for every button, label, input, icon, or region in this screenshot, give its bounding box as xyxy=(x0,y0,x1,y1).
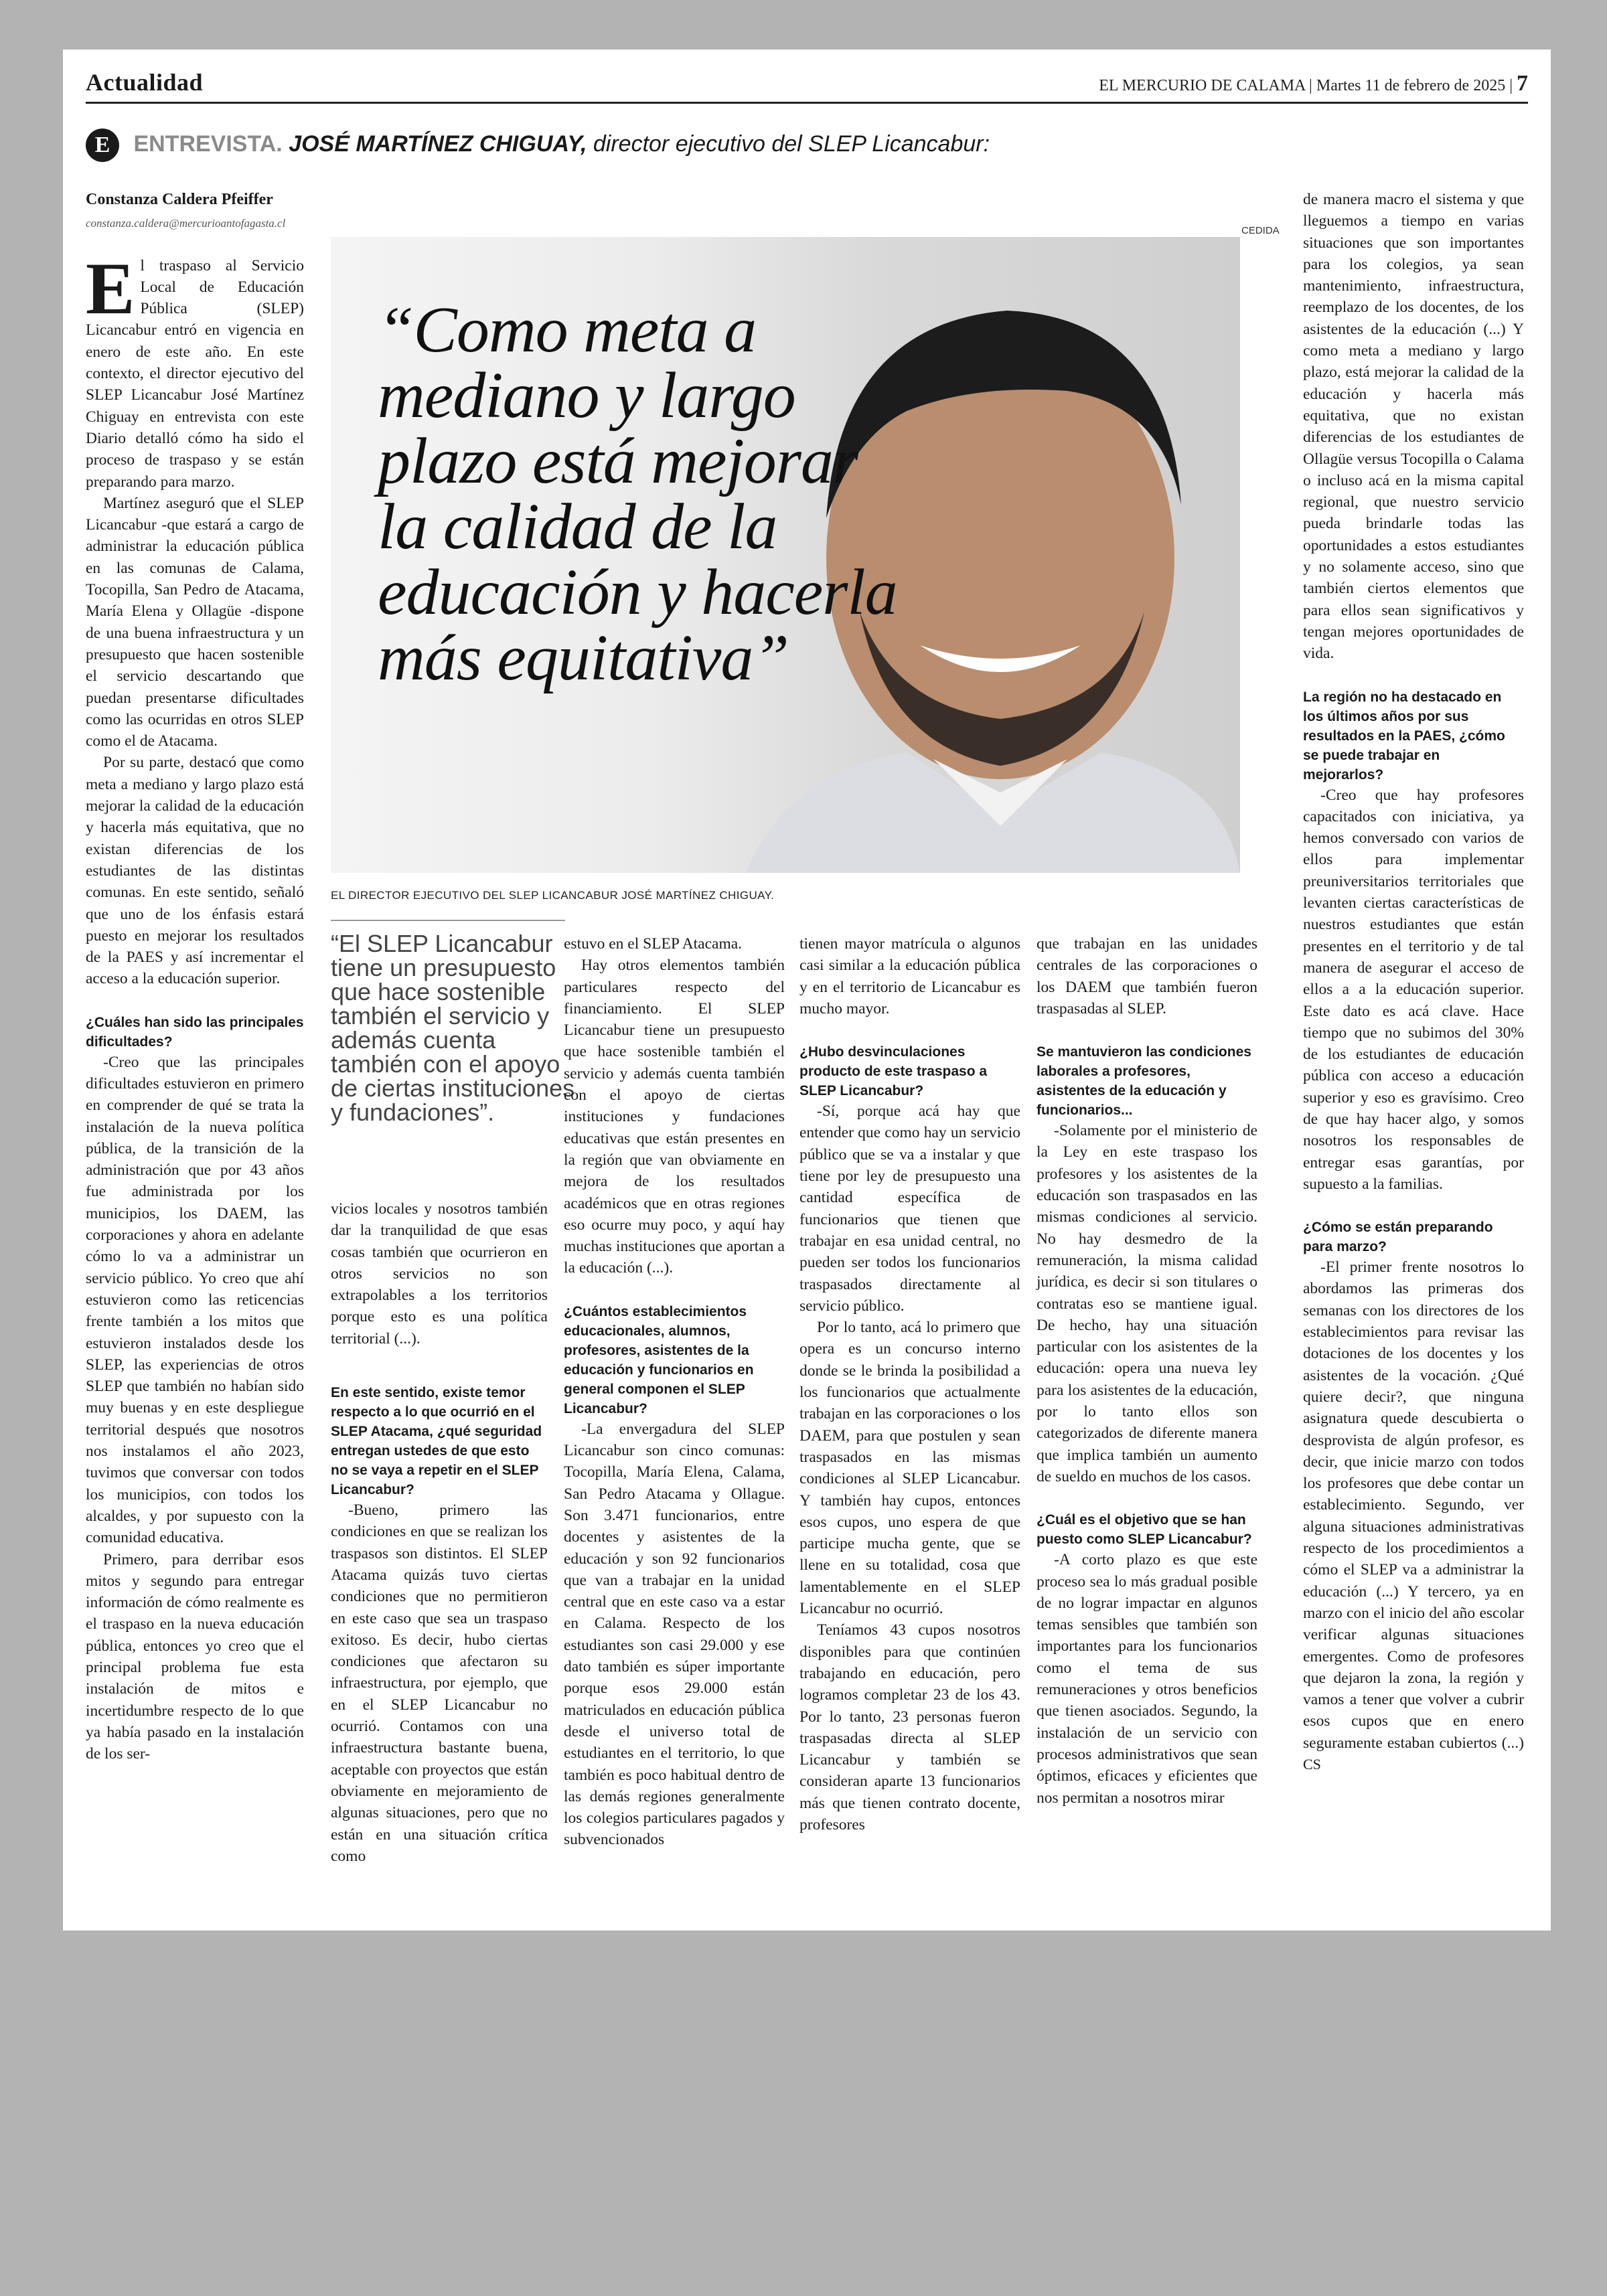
photo-caption: EL DIRECTOR EJECUTIVO DEL SLEP LICANCABUR JOSÉ MARTÍNEZ CHIGUAY. xyxy=(331,889,775,902)
author-email: constanza.caldera@mercurioantofagasta.cl xyxy=(86,217,286,230)
question: ¿Cuántos establecimientos educacionales, alumnos, profesores, asistentes de la educación y funcionarios en general componen el SLEP Licancabur? xyxy=(564,1303,754,1416)
answer: Por lo tanto, acá lo primero que opera es un concurso interno donde se le brinda la posibilidad a los funcionarios que actualmente trabajan en las corporaciones o los DAEM, para que postulen y sean traspasados en las mismas condiciones al SLEP Licancabur. Y también hay cupos, entonces esos cupos, uno espera de que participe mucha gente, que se llene en su totalidad, cosa que lamentablemente en el SLEP Licancabur no ocurrió. xyxy=(799,1319,1020,1618)
pullquote: “El SLEP Licancabur tiene un presupuesto que hace sostenible también el servicio y además cuenta también con el apoyo de ciertas instituciones y fundaciones”. xyxy=(331,930,575,1126)
paragraph: Hay otros elementos también particulares respecto del financiamiento. El SLEP Licancabur tiene un presupuesto que hace sostenible también el servicio y además cuenta también con el apoyo de ciertas instituciones y fundaciones educativas que están presentes en la región que van obviamente en mejora de los resultados académicos que en otras regiones eso ocurre muy poco, y aquí hay muchas instituciones que aportan a la educación (...). xyxy=(564,957,785,1277)
folio-text: EL MERCURIO DE CALAMA | Martes 11 de febrero de 2025 | xyxy=(1099,77,1513,94)
kicker xyxy=(86,129,1545,169)
author-name: Constanza Caldera Pfeiffer xyxy=(86,191,273,208)
headline: “Como meta a mediano y largo plazo está mejorar la calidad de la educación y hacerla más equitativa” xyxy=(378,294,897,694)
column-1 xyxy=(86,189,304,1765)
end-mark-icon: CS xyxy=(1303,1756,1321,1773)
answer xyxy=(1303,1256,1524,1775)
question: La región no ha destacado en los últimos años por sus resultados en la PAES, ¿cómo se puede trabajar en mejorarlos? xyxy=(1303,689,1505,783)
paragraph: vicios locales y nosotros también dar la tranquilidad de que esas cosas también que ocurrieron en otros servicios no son extrapolables a los territorios porque esto es una política territorial (...). xyxy=(331,1200,548,1347)
question: ¿Cuáles han sido las principales dificultades? xyxy=(86,1014,304,1050)
column-4 xyxy=(799,933,1020,1835)
kicker-label: ENTREVISTA. xyxy=(133,131,283,157)
paragraph: que trabajan en las unidades centrales de las corporaciones o los DAEM que también fueron traspasadas al SLEP. xyxy=(1037,935,1257,1017)
dropcap: E xyxy=(86,247,135,329)
answer: Teníamos 43 cupos nosotros disponibles para que continúen trabajando en educación, pero logramos completar 23 de los 43. Por lo tanto, 23 personas fueron traspasadas directa al SLEP Licancabur y también se consideran aparte 13 funcionarios más que tienen contrato docente, profesores xyxy=(799,1621,1020,1833)
paragraph: tienen mayor matrícula o algunos casi similar a la educación pública y en el territorio de Licancabur es mucho mayor. xyxy=(799,935,1020,1017)
kicker-name: JOSÉ MARTÍNEZ CHIGUAY, xyxy=(289,131,587,157)
paragraph: Por su parte, destacó que como meta a mediano y largo plazo está mejorar la calidad de la educación y hacerla más equitativa, que no existan diferencias de los estudiantes de las distintas comunas. En este sentido, señaló que uno de los énfasis estará puesto en mejorar los resultados de la PAES y así incrementar el acceso a la educación superior. xyxy=(86,754,304,988)
answer-text: -El primer frente nosotros lo abordamos las primeras dos semanas con los directores de los establecimientos para revisar las dotaciones de los docentes y los asistentes de la vocación. ¿Qué quiere decir?, que ninguna asignatura quede descubierta o desprovista de algún profesor, es decir, que inicie marzo con todos los profesores que debe contar un establecimiento. Segundo, ver alguna situaciones administrativas respecto de los procedimientos a cómo el SLEP va a administrar la educación (...) Y tercero, ya en marzo con el inicio del año escolar verificar algunas situaciones emergentes. Como de profesores que dejaron la zona, la región y vamos a tener que volver a cubrir esos cupos que en enero seguramente estaban cubiertos (...) xyxy=(1303,1258,1524,1752)
column-3 xyxy=(564,933,785,1851)
column-5 xyxy=(1037,933,1257,1809)
kicker-role: director ejecutivo del SLEP Licancabur: xyxy=(593,131,990,157)
photo-credit: CEDIDA xyxy=(1241,225,1280,236)
question: ¿Cuál es el objetivo que se han puesto como SLEP Licancabur? xyxy=(1037,1512,1252,1548)
answer: -Creo que las principales dificultades estuvieron en primero en comprender de qué se trata la instalación de la nueva política pública, de la transición de la administración que por 43 años fue administrada por los municipios, los DAEM, las corporaciones y ahora en adelante cómo lo va a administrar un servicio público. Yo creo que ahí estuvieron como las reticencias frente también a los mitos que estuvieron instalados desde los SLEP, las experiencias de otros SLEP que también no habían sido muy buenas y en este despliegue territorial después que nosotros nos instalamos el año 2023, tuvimos que conversar con todos los municipios, con todos los alcaldes, y por supuesto con la comunidad educativa. xyxy=(86,1053,304,1547)
folio xyxy=(1099,71,1528,96)
paragraph: de manera macro el sistema y que lleguemos a tiempo en varias situaciones que son importantes para los colegios, ya sean mantenimiento, infraestructura, reemplazo de los docentes, de los asistentes de la educación (...) Y como meta a mediano y largo plazo, está mejorar la calidad de la educación y hacerla más equitativa, que no existan diferencias de los estudiantes de Ollagüe versus Tocopilla o Calama o incluso acá en la misma capital regional, que nuestro servicio pueda brindarle todas las oportunidades a estos estudiantes y no solamente acceso, sino que también ciertos elementos que para ellos sean significativos y tengan mejores oportunidades de vida. xyxy=(1303,191,1524,663)
lead-text: l traspaso al Servicio Local de Educación Pública (SLEP) Licancabur entró en vigencia en enero de este año. En este contexto, el director ejecutivo del SLEP Licancabur José Martínez Chiguay en entrevista con este Diario detalló cómo ha sido el proceso de traspaso y se están preparando para marzo. xyxy=(86,256,304,491)
answer: -Sí, porque acá hay que entender que como hay un servicio público que se va a instalar y que tiene por ley de presupuesto una cantidad específica de funcionarios que tienen que trabajar en esa unidad central, no pueden ser todos los funcionarios traspasados directamente al servicio público. xyxy=(799,1102,1020,1315)
column-2 xyxy=(331,1198,548,1867)
question: ¿Cómo se están preparando para marzo? xyxy=(1303,1220,1493,1255)
page-header xyxy=(86,63,1528,104)
page-number: 7 xyxy=(1517,71,1528,96)
answer: -Solamente por el ministerio de la Ley en este traspaso los profesores y los asistentes de la educación son traspasados en las mismas condiciones al servicio. No hay desmedro de la remuneración, la misma calidad jurídica, es decir si son titulares o contratas eso se mantiene igual. De hecho, hay una situación particular con los asistentes de la educación: opera una nueva ley para los asistentes de la educación, por lo tanto ellos son categorizados de diferente manera que implica también un aumento de sueldo en muchos de los casos. xyxy=(1037,1122,1257,1485)
section-title: Actualidad xyxy=(86,69,204,96)
question: En este sentido, existe temor respecto a lo que ocurrió en el SLEP Atacama, ¿qué seguridad entregan ustedes de que esto no se vaya a repetir en el SLEP Licancabur? xyxy=(331,1385,542,1498)
column-6 xyxy=(1303,189,1524,1775)
paragraph: Martínez aseguró que el SLEP Licancabur -que estará a cargo de administrar la educación pública en las comunas de Calama, Tocopilla, San Pedro de Atacama, María Elena y Ollagüe -dispone de una buena infraestructura y un presupuesto que hacen sostenible el servicio descartando que puedan presentarse dificultades como las ocurridas en otros SLEP como el de Atacama. xyxy=(86,494,304,750)
answer: -A corto plazo es que este proceso sea lo más gradual posible de no lograr impactar en algunos temas sensibles que también son importantes para los funcionarios como el tema de sus remuneraciones y otros beneficios que tienen asociados. Segundo, la instalación de un servicio con procesos administrativos que sean óptimos, eficaces y eficientes que nos permitan a nosotros mirar xyxy=(1037,1551,1257,1807)
answer: -La envergadura del SLEP Licancabur son cinco comunas: Tocopilla, María Elena, Calama, San Pedro Atacama y Ollague. Son 3.471 funcionarios, entre docentes y asistentes de la educación y son 92 funcionarios que van a trabajar en la unidad central que en este caso va a estar en Calama. Respecto de los estudiantes son casi 29.000 y ese dato también es súper importante porque esos 29.000 están matriculados en educación pública desde el universo total de estudiantes en el territorio, lo que también es poco habitual dentro de las demás regiones generalmente los colegios particulares pagados y subvencionados xyxy=(564,1420,785,1849)
interview-badge-icon: E xyxy=(86,129,119,162)
answer: -Creo que hay profesores capacitados con iniciativa, ya hemos conversado con varios de ellos para implementar preuniversitarios territoriales que levanten ciertas características de nuestros estudiantes que están presentes en el territorio y de tal manera de asegurar el acceso de ellos a a la educación superior. Este dato es acá clave. Hace tiempo que no subimos del 30% de los estudiantes de educación pública con acceso a educación superior y eso es gravísimo. Creo de que hay hacer algo, y somos nosotros los responsables de entregar esas garantías, por supuesto a la familias. xyxy=(1303,786,1524,1193)
question: Se mantuvieron las condiciones laborales a profesores, asistentes de la educación y funcionarios... xyxy=(1037,1044,1251,1119)
paragraph: estuvo en el SLEP Atacama. xyxy=(564,935,743,953)
newspaper-page xyxy=(63,50,1551,1931)
answer: Primero, para derribar esos mitos y segundo para entregar información de cómo realmente es el traspaso en la nueva educación pública, entonces yo creo que el principal problema fue esta instalación de mitos e incertidumbre respecto de lo que ya había pasado en la instalación de los ser- xyxy=(86,1550,304,1763)
lead-paragraph xyxy=(86,247,304,493)
question: ¿Hubo desvinculaciones producto de este traspaso a SLEP Licancabur? xyxy=(799,1044,988,1099)
pullquote-rule xyxy=(331,920,565,921)
answer: -Bueno, primero las condiciones en que se realizan los traspasos son distintos. El SLEP Atacama quizás tuvo ciertas condiciones que no permitieron en este caso que sea un traspaso exitoso. Es decir, hubo ciertas condiciones que afectaron su infraestructura, por ejemplo, que en el SLEP Licancabur no ocurrió. Contamos con una infraestructura bastante buena, aceptable con proyectos que están obviamente en mejoramiento de algunas situaciones, pero que no están en una situación crítica como xyxy=(331,1501,548,1865)
